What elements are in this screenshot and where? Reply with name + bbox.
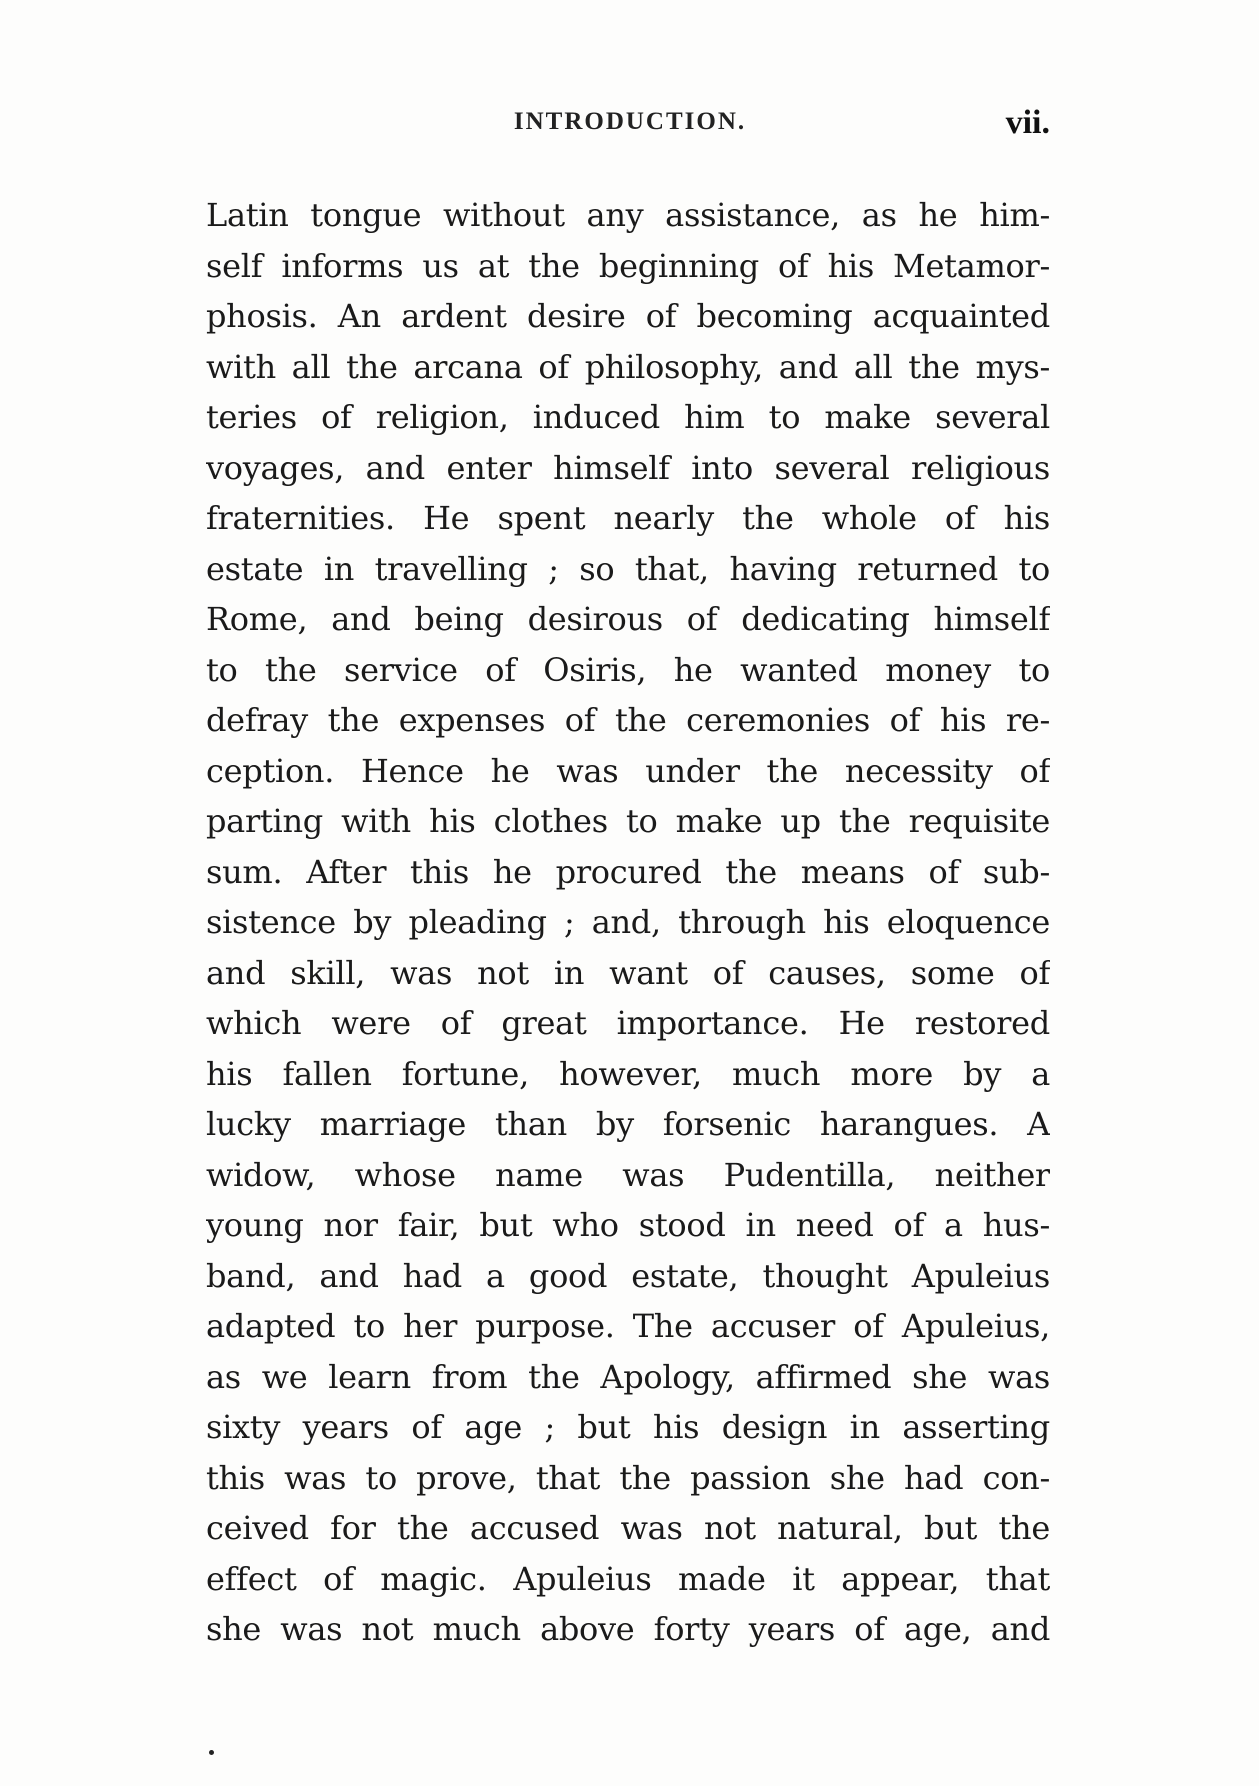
text-line: as we learn from the Apology, affirmed she was: [206, 1357, 1050, 1396]
text-line: effect of magic. Apuleius made it appear, that: [206, 1559, 1050, 1598]
text-line: band, and had a good estate, thought Apuleius: [206, 1256, 1050, 1295]
text-line: young nor fair, but who stood in need of a hus-: [206, 1206, 1050, 1244]
text-line: Latin tongue without any assistance, as he him-: [206, 196, 1050, 234]
text-line: defray the expenses of the ceremonies of his re-: [206, 701, 1050, 739]
text-line: this was to prove, that the passion she had con-: [206, 1458, 1050, 1497]
ink-speck-mark: [209, 1750, 214, 1755]
text-line: with all the arcana of philosophy, and all the mys-: [206, 347, 1050, 386]
text-line: ceived for the accused was not natural, but the: [206, 1509, 1050, 1547]
text-line: his fallen fortune, however, much more by a: [206, 1054, 1050, 1093]
text-line: self informs us at the beginning of his Metamor-: [206, 246, 1050, 285]
text-line: voyages, and enter himself into several religious: [206, 448, 1050, 487]
text-line: sum. After this he procured the means of sub-: [206, 852, 1050, 891]
text-line: and skill, was not in want of causes, some of: [206, 953, 1050, 992]
text-line: fraternities. He spent nearly the whole of his: [206, 499, 1050, 537]
text-line: adapted to her purpose. The accuser of Apuleius,: [206, 1307, 1050, 1345]
text-line: ception. Hence he was under the necessity of: [206, 751, 1050, 790]
text-line: which were of great importance. He restored: [206, 1004, 1050, 1042]
text-line: phosis. An ardent desire of becoming acquainted: [206, 297, 1050, 335]
text-line: parting with his clothes to make up the requisite: [206, 802, 1050, 840]
text-line: sistence by pleading ; and, through his eloquence: [206, 903, 1050, 941]
text-line: Rome, and being desirous of dedicating himself: [206, 600, 1050, 638]
text-line: to the service of Osiris, he wanted money to: [206, 650, 1050, 689]
running-title: INTRODUCTION.: [513, 108, 747, 135]
body-text: [206, 190, 1050, 1655]
running-head: [210, 104, 1050, 148]
text-line: sixty years of age ; but his design in asserting: [206, 1408, 1050, 1446]
page-number: vii.: [1005, 104, 1050, 141]
text-line: widow, whose name was Pudentilla, neither: [206, 1155, 1050, 1194]
text-line: estate in travelling ; so that, having returned to: [206, 549, 1050, 588]
text-line: she was not much above forty years of age, and: [206, 1610, 1050, 1648]
text-line: teries of religion, induced him to make several: [206, 398, 1050, 436]
text-line: lucky marriage than by forsenic harangues. A: [206, 1105, 1050, 1143]
